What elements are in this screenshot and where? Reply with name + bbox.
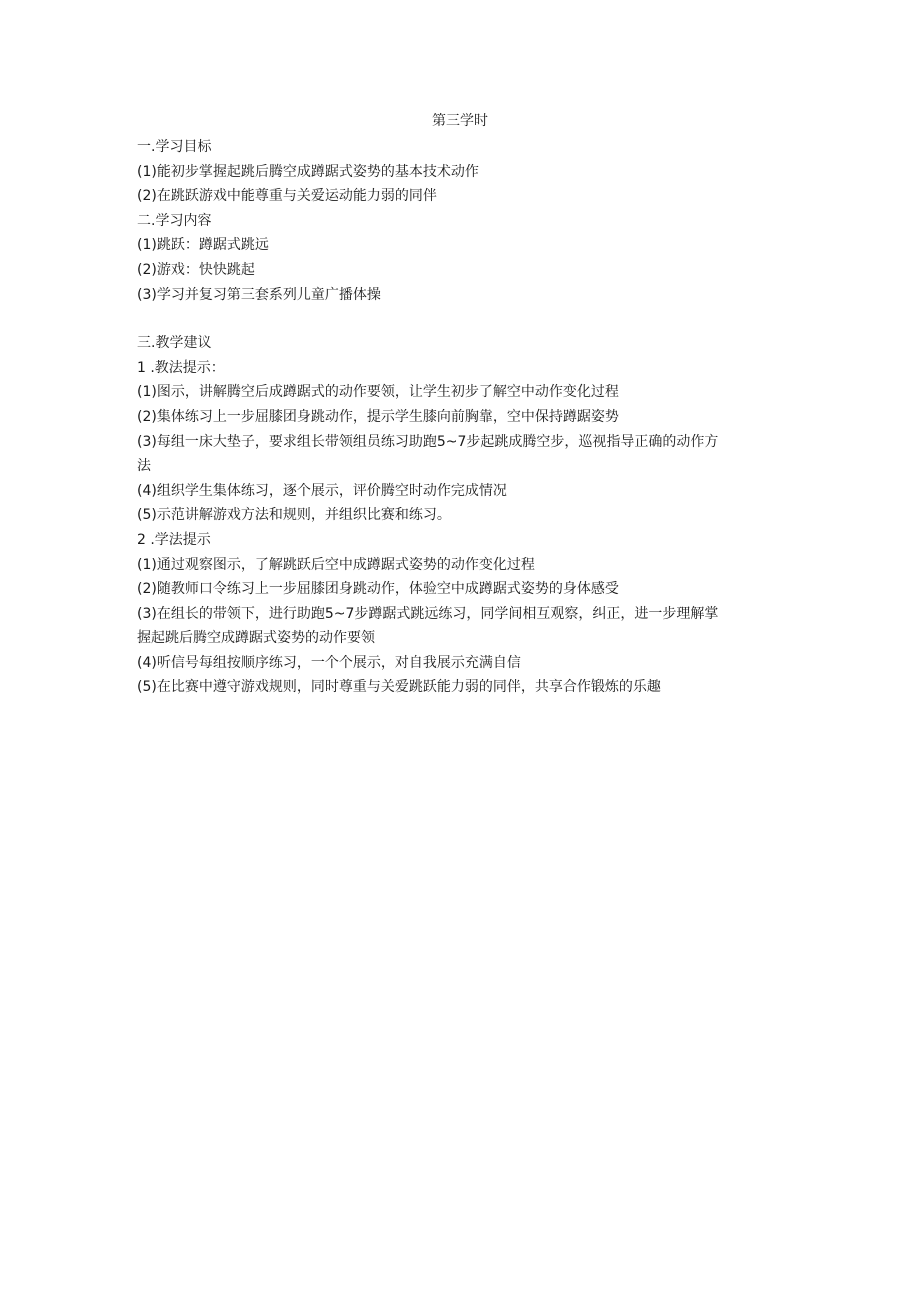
section-spacer — [137, 307, 797, 331]
content-item: (3)学习并复习第三套系列儿童广播体操 — [137, 286, 381, 303]
teaching-item: (4)组织学生集体练习，逐个展示，评价腾空时动作完成情况 — [137, 482, 507, 499]
teaching-item: (2)集体练习上一步屈膝团身跳动作，提示学生膝向前胸靠，空中保持蹲踞姿势 — [137, 408, 619, 425]
objective-item: (2)在跳跃游戏中能尊重与关爱运动能力弱的同伴 — [137, 188, 437, 205]
teaching-item-continued: 法 — [137, 458, 151, 475]
learning-item: (1)通过观察图示，了解跳跃后空中成蹲踞式姿势的动作变化过程 — [137, 556, 535, 573]
content-item: (2)游戏：快快跳起 — [137, 261, 255, 278]
document-body — [137, 135, 797, 700]
section-heading-content: 二.学习内容 — [137, 212, 212, 229]
teaching-item: (3)每组一床大垫子，要求组长带领组员练习助跑5~7步起跳成腾空步，巡视指导正确的动作方 — [137, 433, 719, 450]
learning-item: (3)在组长的带领下，进行助跑5~7步蹲踞式跳远练习，同学间相互观察，纠正，进一步理解掌 — [137, 605, 719, 622]
page-title: 第三学时 — [432, 113, 488, 129]
learning-item: (2)随教师口令练习上一步屈膝团身跳动作，体验空中成蹲踞式姿势的身体感受 — [137, 581, 619, 598]
learning-item: (5)在比赛中遵守游戏规则，同时尊重与关爱跳跃能力弱的同伴，共享合作锻炼的乐趣 — [137, 679, 661, 696]
objective-item: (1)能初步掌握起跳后腾空成蹲踞式姿势的基本技术动作 — [137, 163, 479, 180]
subheading-teaching-tips: 1 .教法提示： — [137, 359, 225, 376]
subheading-learning-tips: 2 .学法提示 — [137, 531, 211, 548]
teaching-item: (5)示范讲解游戏方法和规则，并组织比赛和练习。 — [137, 507, 451, 524]
learning-item: (4)听信号每组按顺序练习，一个个展示，对自我展示充满自信 — [137, 654, 521, 671]
section-heading-objectives: 一.学习目标 — [137, 139, 212, 155]
section-heading-suggestions: 三.教学建议 — [137, 335, 212, 352]
learning-item-continued: 握起跳后腾空成蹲踞式姿势的动作要领 — [137, 630, 375, 647]
content-item: (1)跳跃：蹲踞式跳远 — [137, 237, 269, 254]
teaching-item: (1)图示，讲解腾空后成蹲踞式的动作要领，让学生初步了解空中动作变化过程 — [137, 384, 619, 401]
